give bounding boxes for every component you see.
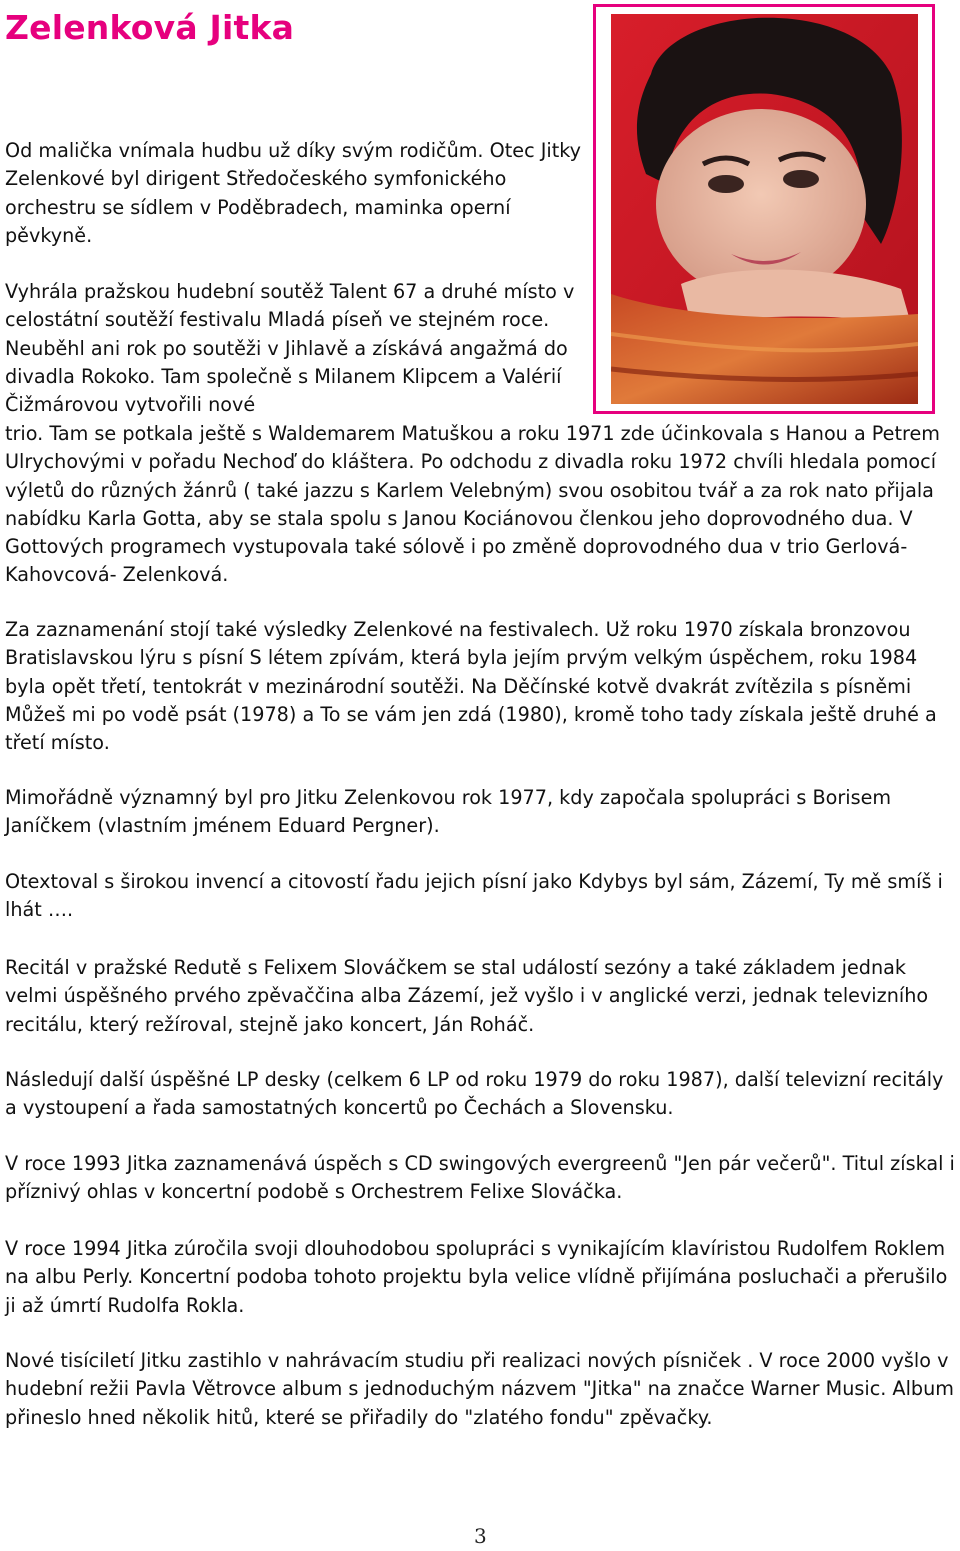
paragraph-10: Nové tisíciletí Jitku zastihlo v nahrávacím studiu při realizaci nových písniček . V roce 2000 vyšlo v hudební režii Pavla Větrovce album s jednoduchým názvem "Jitka" na značce Warner Music. Album přineslo hned několik hitů, které se přiřadily do "zlatého fondu" zpěvačky.: [5, 1349, 954, 1429]
paragraph-2-lower: trio. Tam se potkala ještě s Waldemarem Matuškou a roku 1971 zde účinkovala s Hanou a Petrem Ulrychovými v pořadu Nechoď do kláštera. Po odchodu z divadla roku 1972 chvíli hledala pomocí výletů do různých žánrů ( také jazzu s Karlem Velebným) svou osobitou tvář a za rok nato přijala nabídku Karla Gotta, aby se stala spolu s Janou Kociánovou členkou jeho doprovodného dua. V Gottových programech vystupovala také sólově i po změně doprovodného dua v trio Gerlová-Kahovcová- Zelenková.: [5, 422, 940, 587]
paragraph-4: Mimořádně významný byl pro Jitku Zelenkovou rok 1977, kdy započala spolupráci s Borisem Janíčkem (vlastním jménem Eduard Pergner).: [5, 786, 892, 838]
page-number: 3: [474, 1524, 487, 1548]
portrait-photo-frame: [593, 4, 935, 414]
paragraph-9: V roce 1994 Jitka zúročila svoji dlouhodobou spolupráci s vynikajícím klavíristou Rudolfem Roklem na albu Perly. Koncertní podoba tohoto projektu byla velice vlídně přijímána posluchači a přerušilo ji až úmrtí Rudolfa Rokla.: [5, 1237, 948, 1317]
paragraph-6: Recitál v pražské Redutě s Felixem Slováčkem se stal událostí sezóny a také základem jednak velmi úspěšného prvého zpěvaččina alba Zázemí, jež vyšlo i v anglické verzi, jednak televizního recitálu, který režíroval, stejně jako koncert, Ján Roháč.: [5, 956, 929, 1036]
paragraph-3: Za zaznamenání stojí také výsledky Zelenkové na festivalech. Už roku 1970 získala bronzovou Bratislavskou lýru s písní S létem zpívám, která byla jejím prvým velkým úspěchem, roku 1984 byla opět třetí, tentokrát v mezinárodní soutěži. Na Děčínské kotvě dvakrát zvítězila s písněmi Můžeš mi po vodě psát (1978) a To se vám jen zdá (1980), kromě toho tady získala ještě druhé a třetí místo.: [5, 618, 937, 755]
paragraph-7: Následují další úspěšné LP desky (celkem 6 LP od roku 1979 do roku 1987), další televizní recitály a vystoupení a řada samostatných koncertů po Čechách a Slovensku.: [5, 1068, 944, 1120]
paragraph-1: Od malička vnímala hudbu už díky svým rodičům. Otec Jitky Zelenkové byl dirigent Středočeského symfonického orchestru se sídlem v Poděbradech, maminka operní pěvkyně.: [5, 139, 582, 247]
paragraph-5: Otextoval s širokou invencí a citovostí řadu jejich písní jako Kdybys byl sám, Zázemí, Ty mě smíš i lhát ….: [5, 870, 943, 922]
paragraph-2-upper: Vyhrála pražskou hudební soutěž Talent 67 a druhé místo v celostátní soutěží festivalu Mladá píseň ve stejném roce. Neuběhl ani rok po soutěži v Jihlavě a získává angažmá do divadla Rokoko. Tam společně s Milanem Klipcem a Valérií Čižmárovou vytvořili nové: [5, 280, 575, 417]
paragraph-8: V roce 1993 Jitka zaznamenává úspěch s CD swingových evergreenů "Jen pár večerů". Titul získal i příznivý ohlas v koncertní podobě s Orchestrem Felixe Slováčka.: [5, 1152, 955, 1204]
portrait-photo: [611, 14, 918, 404]
page-title: Zelenková Jitka: [5, 8, 295, 47]
